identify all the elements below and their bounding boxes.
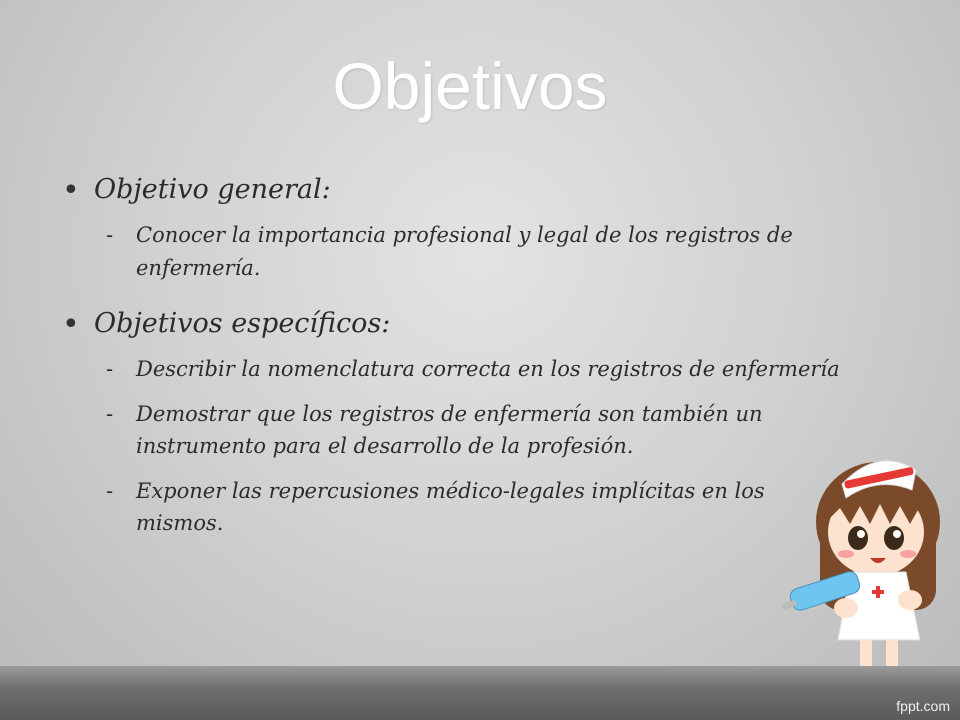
objective-item [60,353,846,386]
objective-item [60,219,846,284]
section-heading-specific [60,306,860,341]
section-heading-label: Objetivos específicos: [94,308,391,340]
objective-item-text: Describir la nomenclatura correcta en los registros de enfermería [136,357,840,382]
bullet-icon: • [62,173,80,208]
dash-icon: - [106,357,114,382]
dash-icon: - [106,223,114,248]
objective-item [60,398,846,463]
section-heading-general [60,172,860,207]
watermark-text: fppt.com [896,698,950,714]
section-heading-label: Objetivo general: [94,174,331,205]
footer-band [0,666,960,720]
objective-item-text: Demostrar que los registros de enfermería son también un instrumento para el desarrollo de la profesión. [136,401,763,459]
bullet-icon: • [62,307,80,343]
nurse-girl-with-syringe-icon [780,440,960,700]
objective-item-text: Exponer las repercusiones médico-legales implícitas en los mismos. [136,478,765,536]
objective-item [60,475,846,540]
dash-icon: - [106,401,114,426]
dash-icon: - [106,478,114,503]
slide-title: Objetivos [332,49,608,123]
objective-item-text: Conocer la importancia profesional y legal de los registros de enfermería. [136,223,793,280]
slide-content [60,172,860,552]
